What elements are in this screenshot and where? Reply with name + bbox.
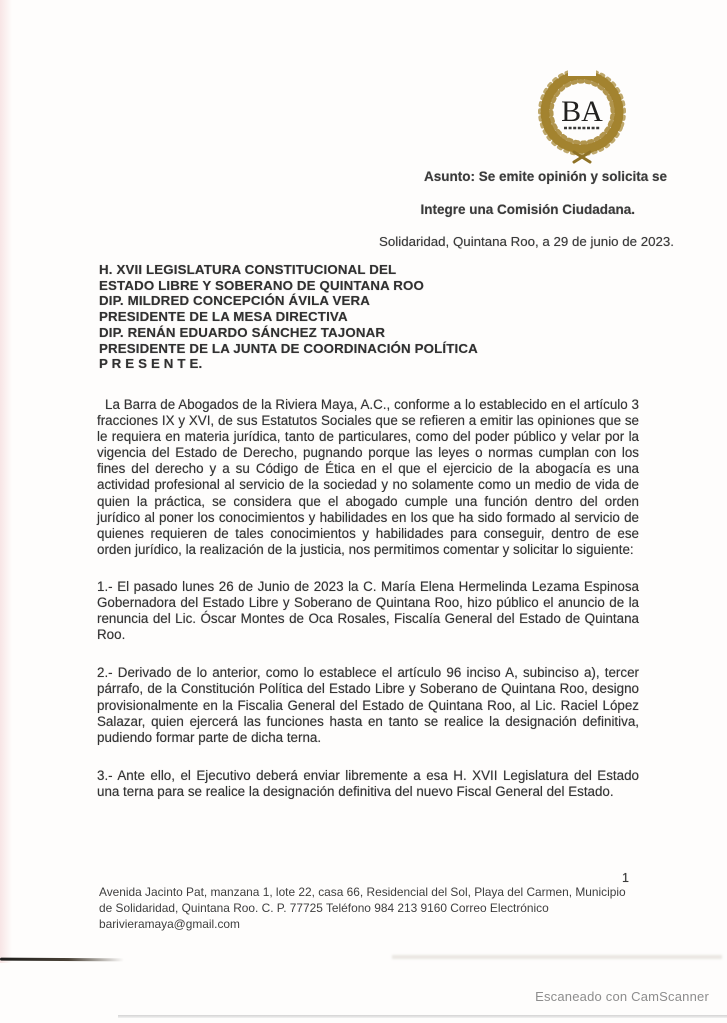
laurel-wreath-icon (524, 64, 640, 170)
numbered-point-1: 1.- El pasado lunes 26 de Junio de 2023 la C. María Elena Hermelinda Lezama Espinosa Gobernadora del Estado Libre y Soberano de Quintana Roo, hizo público el anuncio de la renuncia del Lic. Óscar Montes de Oca Rosales, Fiscalía General del Estado de Quintana Roo. (97, 578, 639, 643)
scan-edge-tint (0, 0, 12, 963)
recipient-block (99, 262, 478, 372)
recipient-line: P R E S E N T E. (99, 356, 203, 372)
recipient-line: ESTADO LIBRE Y SOBERANO DE QUINTANA ROO (99, 277, 425, 293)
recipient-line: DIP. MILDRED CONCEPCIÓN ÁVILA VERA (99, 293, 371, 309)
recipient-line: H. XVII LEGISLATURA CONSTITUCIONAL DEL (99, 262, 397, 277)
scan-artifact-line (0, 958, 124, 962)
page-number: 1 (622, 871, 629, 885)
logo-initials: BA (561, 95, 603, 128)
place-date-line: Solidaridad, Quintana Roo, a 29 de junio de 2023. (379, 234, 674, 249)
recipient-line: PRESIDENTE DE LA MESA DIRECTIVA (99, 309, 348, 325)
subject-line-1: Asunto: Se emite opinión y solicita se (423, 169, 667, 184)
letter-body (97, 397, 639, 822)
recipient-line: DIP. RENÁN EDUARDO SÁNCHEZ TAJONAR (99, 324, 386, 340)
scan-bottom-edge (118, 1015, 727, 1018)
barra-abogados-logo (524, 64, 640, 170)
numbered-point-3: 3.- Ante ello, el Ejecutivo deberá enviar libremente a esa H. XVII Legislatura del Estado una terna para se realice la designación definitiva del nuevo Fiscal General del Estado. (97, 767, 639, 799)
numbered-point-2: 2.- Derivado de lo anterior, como lo establece el artículo 96 inciso A, subinciso a), tercer párrafo, de la Constitución Política del Estado Libre y Soberano de Quintana Roo, designo provisionalmente en la Fiscalia General del Estado de Quintana Roo, al Lic. Raciel López Salazar, quien ejercerá las funciones hasta en tanto se realice la designación definitiva, pudiendo formar parte de dicha terna. (97, 665, 639, 745)
footer-address: Avenida Jacinto Pat, manzana 1, lote 22, casa 66, Residencial del Sol, Playa del Carmen, Municipio de Solidaridad, Quintana Roo. C. P. 77725 Teléfono 984 213 9160 Correo Electrónico barivieramaya@gmail.com (99, 885, 626, 931)
subject-line-2: Integre una Comisión Ciudadana. (420, 202, 635, 217)
scan-smudge (392, 955, 722, 959)
camscanner-watermark: Escaneado con CamScanner (535, 989, 709, 1004)
recipient-line: PRESIDENTE DE LA JUNTA DE COORDINACIÓN POLÍTICA (99, 340, 478, 356)
intro-paragraph: La Barra de Abogados de la Riviera Maya, A.C., conforme a lo establecido en el artículo 3 fracciones IX y XVI, de sus Estatutos Sociales que se refieren a emitir las opiniones que se le requiera en materia jurídica, tanto de particulares, como del poder público y velar por la vigencia del Estado de Derecho, pugnando porque las leyes o normas cumplan con los fines del derecho y a su Código de Ética en el que el ejercicio de la abogacía es una actividad profesional al servicio de la sociedad y no solamente como un medio de vida de quien la práctica, se considera que el abogado cumple una función dentro del orden jurídico al poner los conocimientos y habilidades en los que ha sido formado al servicio de quienes requieren de tales conocimientos y habilidades para conseguir, dentro de ese orden jurídico, la realización de la justicia, nos permitimos comentar y solicitar lo siguiente: (97, 397, 639, 557)
